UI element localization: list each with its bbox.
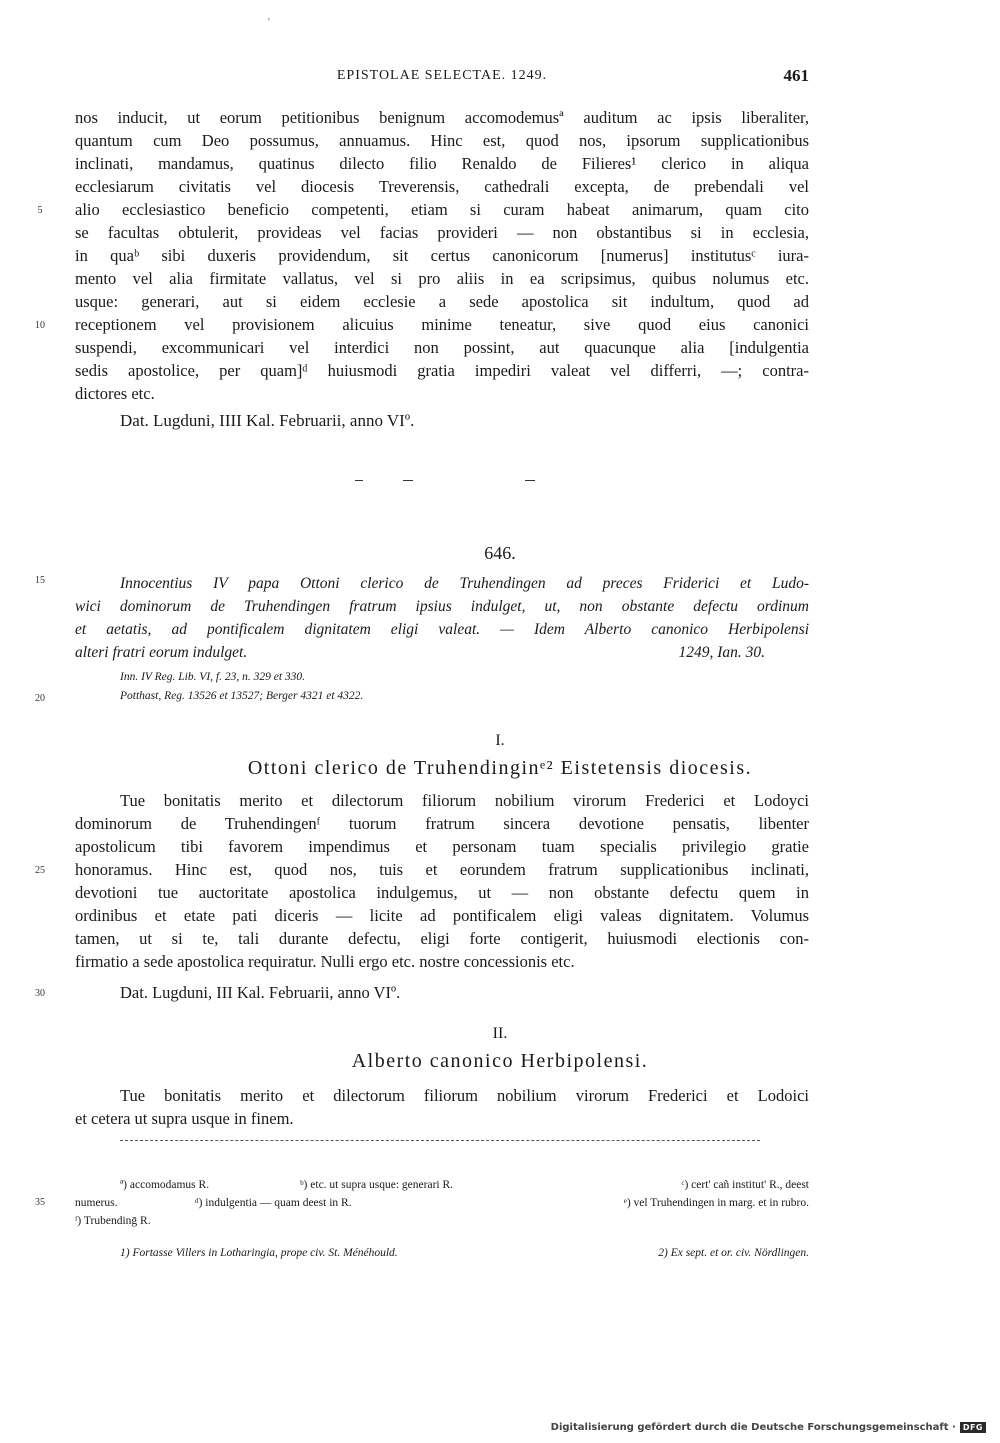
note-a: ª) accomodamus R. xyxy=(120,1179,210,1191)
text-line: nos inducit, ut eorum petitionibus benignum accomodemusª auditum ac ipsis liberaliter, xyxy=(75,108,809,127)
dating-line: Dat. Lugduni, IIII Kal. Februarii, anno VIº. xyxy=(120,411,415,430)
notes-divider xyxy=(120,1140,760,1142)
footnote-1: 1) Fortasse Villers in Lotharingia, prope civ. St. Ménéhould. xyxy=(120,1247,398,1259)
text-line: apostolicum tibi favorem impendimus et personam tuam specialis privilegio gratie xyxy=(75,837,809,856)
text-line: ordinibus et etate pati diceris — licite ad pontificalem eligi valeas dignitatem. Volumus xyxy=(75,906,809,925)
running-title: EPISTOLAE SELECTAE. 1249. xyxy=(336,68,548,83)
note-c-cont: numerus. xyxy=(75,1197,118,1209)
regest-line: wici dominorum de Truhendingen fratrum ipsius indulget, ut, non obstante defectu ordinum xyxy=(75,598,809,615)
text-line: mento vel alia firmitate vallatus, vel si pro aliis in ea scripsimus, quibus nolumus etc. xyxy=(75,269,809,288)
address-heading: Ottoni clerico de Truhendinginᵉ² Eistetensis diocesis. xyxy=(247,757,753,779)
running-header xyxy=(75,66,809,88)
dfg-logo-icon: DFG xyxy=(960,1422,986,1433)
regest-date: 1249, Ian. 30. xyxy=(678,644,765,661)
text-line: receptionem vel provisionem alicuius minime teneatur, sive quod eius canonici xyxy=(75,315,809,334)
footnote-line xyxy=(75,1242,809,1264)
note-c: ᶜ) cert' cañ institut' R., deest xyxy=(681,1179,809,1191)
text-line: tamen, ut si te, tali durante defectu, eligi forte contigerit, huiusmodi electionis con- xyxy=(75,929,809,948)
text-line: dictores etc. xyxy=(75,384,155,403)
section-number: II. xyxy=(492,1025,508,1042)
regest-line: alteri fratri eorum indulget. xyxy=(75,644,248,661)
note-e: ᵉ) vel Truhendingen in marg. et in rubro. xyxy=(623,1197,809,1209)
text-line: et cetera ut supra usque in finem. xyxy=(75,1109,294,1128)
source-line: Inn. IV Reg. Lib. VI, f. 23, n. 329 et 330. xyxy=(120,671,306,683)
source-line: Potthast, Reg. 13526 et 13527; Berger 4321 et 4322. xyxy=(120,690,364,702)
dfg-credit xyxy=(551,1422,986,1433)
line-number: 30 xyxy=(35,988,45,999)
dfg-credit-text: Digitalisierung gefördert durch die Deutsche Forschungsgemeinschaft · xyxy=(550,1422,956,1433)
text-line: dominorum de Truhendingenᶠ tuorum fratrum sincera devotione pensatis, libenter xyxy=(75,814,809,833)
regest-line: Innocentius IV papa Ottoni clerico de Truhendingen ad preces Friderici et Ludo- xyxy=(120,575,809,592)
footnote-2: 2) Ex sept. et or. civ. Nördlingen. xyxy=(658,1247,809,1259)
line-number: 20 xyxy=(35,693,45,704)
text-line: ecclesiarum civitatis vel diocesis Treverensis, cathedrali excepta, de prebendali vel xyxy=(75,177,809,196)
regest-line: et aetatis, ad pontificalem dignitatem eligi valeat. — Idem Alberto canonico Herbipolensi xyxy=(75,621,809,638)
text-line: firmatio a sede apostolica requiratur. Nulli ergo etc. nostre concessionis etc. xyxy=(75,952,575,971)
text-line: in quaᵇ sibi duxeris providendum, sit certus canonicorum [numerus] institutusᶜ iura- xyxy=(75,246,809,265)
document-number: 646. xyxy=(484,543,516,563)
text-line: devotioni tue auctoritate apostolica indulgemus, ut — non obstante defectu quem in xyxy=(75,883,809,902)
section-separator xyxy=(355,480,535,482)
line-number: 10 xyxy=(35,320,45,331)
text-line: alio ecclesiastico beneficio competenti, etiam si curam habeat animarum, quam cito xyxy=(75,200,809,219)
line-number: 15 xyxy=(35,575,45,586)
text-line: usque: generari, aut si eidem ecclesie a sede apostolica sit indultum, quod ad xyxy=(75,292,809,311)
text-line: suspendi, excommunicari vel interdici non possint, aut quacunque alia [indulgentia xyxy=(75,338,809,357)
text-line: se facultas obtulerit, provideas vel facias provideri — non obstantibus si in ecclesia, xyxy=(75,223,809,242)
line-number: 5 xyxy=(37,205,43,216)
page-number: 461 xyxy=(783,66,809,85)
note-line xyxy=(75,1210,809,1232)
text-line: inclinati, mandamus, quatinus dilecto filio Renaldo de Filieres¹ clerico in aliqua xyxy=(75,154,809,173)
dating-line: Dat. Lugduni, III Kal. Februarii, anno VIº. xyxy=(120,983,401,1002)
section-number: I. xyxy=(495,732,505,749)
text-line: honoramus. Hinc est, quod nos, tuis et eorundem fratrum supplicationibus inclinati, xyxy=(75,860,809,879)
text-line: quantum cum Deo possumus, annuamus. Hinc est, quod nos, ipsorum supplicationibus xyxy=(75,131,809,150)
note-d: ᵈ) indulgentia — quam deest in R. xyxy=(195,1197,352,1209)
line-number: 25 xyxy=(35,865,45,876)
note-f: ᶠ) Trubendinḡ R. xyxy=(75,1215,151,1227)
text-line: Tue bonitatis merito et dilectorum filiorum nobilium virorum Frederici et Lodoyci xyxy=(120,791,809,810)
corner-mark: ' xyxy=(268,17,270,28)
text-line: sedis apostolice, per quam]ᵈ huiusmodi gratia impediri valeat vel differri, —; contra- xyxy=(75,361,809,380)
note-b: ᵇ) etc. ut supra usque: generari R. xyxy=(300,1179,454,1191)
address-heading: Alberto canonico Herbipolensi. xyxy=(351,1050,649,1072)
text-line: Tue bonitatis merito et dilectorum filiorum nobilium virorum Frederici et Lodoici xyxy=(120,1086,809,1105)
line-number: 35 xyxy=(35,1197,45,1208)
